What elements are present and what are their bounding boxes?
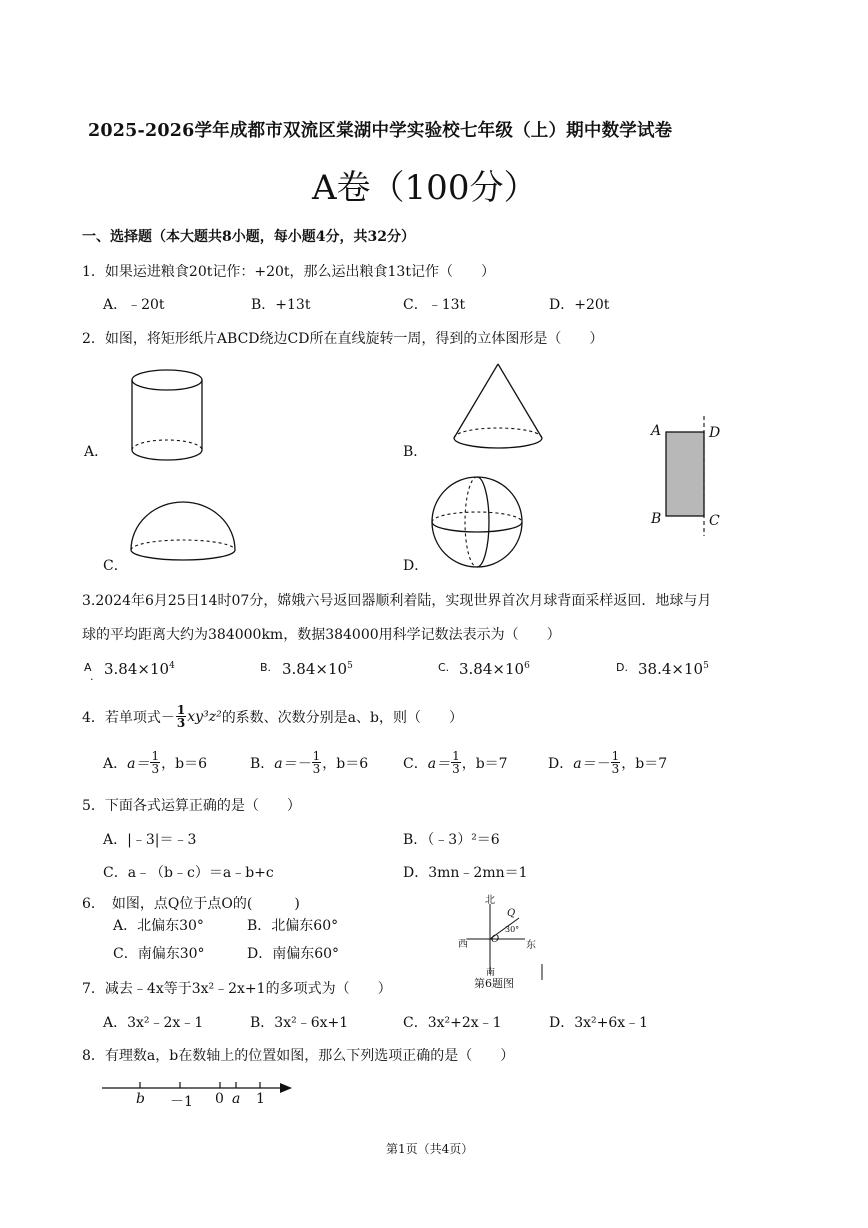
section-a-title: A卷（100分） (312, 168, 538, 208)
question-1-option-b: B．+13t (251, 297, 311, 313)
question-8-text: 8．有理数a，b在数轴上的位置如图，那么下列选项正确的是（ ） (82, 1048, 515, 1064)
question-3-option-b: $3.84\times 10^5$ (282, 660, 353, 678)
question-4-text: 4．若单项式－ $\frac{1}{3}$ xy³z² 的系数、次数分别是a、b，则（ ） (82, 703, 463, 730)
question-7-text: 7．减去﹣4x等于3x²﹣2x+1的多项式为（ ） (82, 981, 392, 997)
question-3-line-2: 球的平均距离大约为384000km，数据384000用科学记数法表示为（ ） (82, 627, 561, 643)
question-5-option-c: C．a﹣（b﹣c）＝a﹣b+c (103, 865, 274, 881)
hemisphere-figure (128, 500, 238, 564)
question-4-option-b: B． a＝－ $\frac{1}{3}$ ，b＝6 (250, 749, 369, 776)
question-1-option-a: A．﹣20t (103, 297, 165, 313)
question-6-option-c: C．南偏东30° (113, 946, 205, 962)
question-5-option-a: A．|﹣3|＝﹣3 (103, 832, 197, 848)
compass-figure-caption: 第6题图 (474, 977, 514, 990)
question-4-option-d: D． a＝－ $\frac{1}{3}$ ，b＝7 (548, 749, 668, 776)
number-line-label-neg1: －1 (170, 1094, 193, 1110)
rect-label-b: B (651, 511, 662, 527)
question-2-option-b-label: B． (403, 444, 428, 460)
compass-point-q-label: Q (507, 908, 516, 919)
question-6-option-a: A．北偏东30° (113, 918, 204, 934)
question-7-option-d: D．3x²+6x﹣1 (549, 1015, 649, 1031)
compass-angle-label: 30° (505, 925, 520, 934)
question-1-option-c: C．﹣13t (403, 297, 466, 313)
page-footer: 第1页（共4页） (386, 1142, 474, 1156)
question-7-option-c: C．3x²+2x﹣1 (403, 1015, 502, 1031)
number-line-label-a: a (232, 1091, 241, 1107)
question-7-option-a: A．3x²﹣2x﹣1 (103, 1015, 204, 1031)
number-line-label-b: b (136, 1091, 145, 1107)
question-3-option-a: $3.84\times 10^4$ (104, 660, 175, 678)
question-3-option-c-letter: C. (438, 661, 450, 674)
question-6-text: 6． 如图，点Q位于点O的( ) (82, 896, 300, 912)
question-3-option-c: $3.84\times 10^6$ (459, 660, 530, 678)
compass-west-label: 西 (458, 939, 468, 950)
question-6-option-b: B．北偏东60° (247, 918, 339, 934)
exam-title: 2025-2026学年成都市双流区棠湖中学实验校七年级（上）期中数学试卷 (88, 121, 673, 141)
rect-label-d: D (709, 425, 721, 441)
compass-south-label: 南 (486, 968, 496, 978)
question-3-option-b-letter: B. (260, 661, 272, 674)
question-4-option-a: A． a＝ $\frac{1}{3}$ ，b＝6 (103, 749, 207, 776)
question-2-option-a-label: A． (84, 444, 109, 460)
section-heading: 一、选择题（本大题共8小题，每小题4分，共32分） (82, 229, 415, 245)
compass-east-label: 东 (526, 940, 536, 951)
number-line-label-1: 1 (256, 1091, 265, 1107)
question-5-option-b: B．（﹣3）²＝6 (403, 832, 500, 848)
question-3-line-1: 3.2024年6月25日14时07分，嫦娥六号返回器顺利着陆，实现世界首次月球背面采样返回．地球与月 (82, 593, 712, 609)
compass-north-label: 北 (485, 895, 495, 906)
question-4-option-c: C． a＝ $\frac{1}{3}$ ，b＝7 (403, 749, 508, 776)
question-2-option-c-label: C． (103, 558, 128, 574)
question-1-option-d: D．+20t (549, 297, 610, 313)
sphere-figure (430, 474, 524, 570)
cone-figure (452, 362, 544, 454)
question-1-text: 1．如果运进粮食20t记作：+20t，那么运出粮食13t记作（ ） (82, 264, 495, 280)
question-7-option-b: B．3x²﹣6x+1 (250, 1015, 349, 1031)
question-5-option-d: D．3mn﹣2mn＝1 (403, 865, 528, 881)
question-2-option-d-label: D． (403, 558, 429, 574)
question-6-option-d: D．南偏东60° (247, 946, 340, 962)
compass-origin-label: O (491, 934, 500, 945)
number-line-figure (100, 1078, 300, 1098)
question-3-option-d-letter: D. (616, 661, 628, 674)
cylinder-figure (130, 368, 205, 464)
question-5-text: 5．下面各式运算正确的是（ ） (82, 798, 301, 814)
question-3-option-a-dot: . (90, 670, 94, 683)
rect-label-c: C (709, 513, 720, 529)
question-2-text: 2．如图，将矩形纸片ABCD绕边CD所在直线旋转一周，得到的立体图形是（ ） (82, 331, 604, 347)
question-3-option-d: $38.4\times 10^5$ (638, 660, 709, 678)
rect-label-a: A (651, 423, 662, 439)
question-3-option-a-letter: A (84, 661, 92, 674)
number-line-label-0: 0 (215, 1091, 224, 1107)
